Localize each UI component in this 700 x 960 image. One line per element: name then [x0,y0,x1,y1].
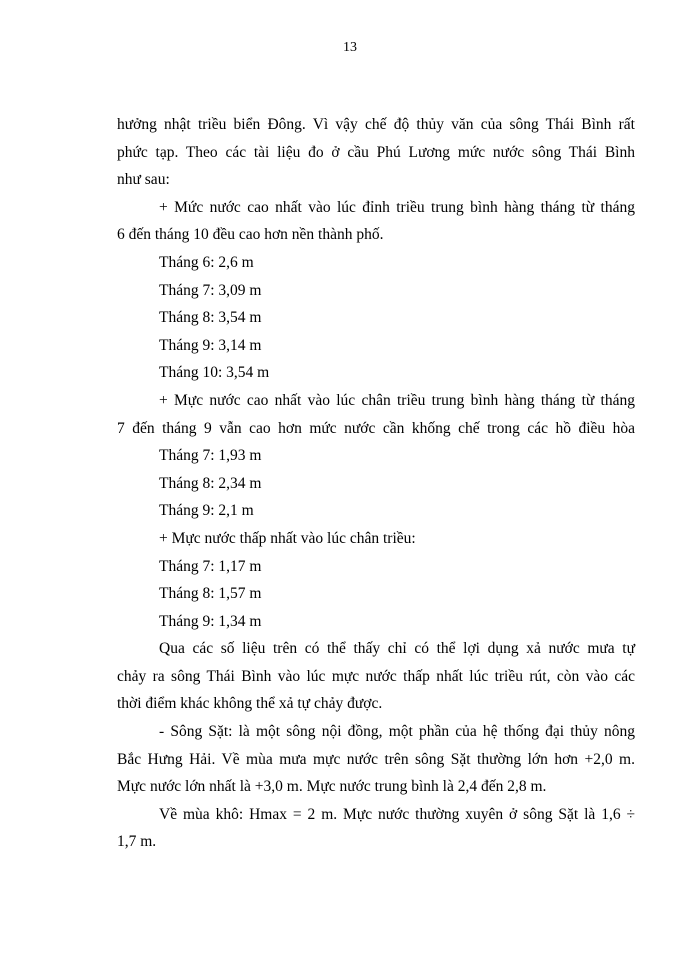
text-line: 1,7 m. [117,833,157,851]
text-line: Mực nước lớn nhất là +3,0 m. Mực nước trung bình là 2,4 đến 2,8 m. [117,778,547,796]
text-line: Về mùa khô: Hmax = 2 m. Mực nước thường xuyên ở sông Sặt là 1,6 ÷ [159,805,635,823]
text-line: phức tạp. Theo các tài liệu đo ở cầu Phú Lương mức nước sông Thái Bình [117,143,635,161]
text-line: chảy ra sông Thái Bình vào lúc mực nước thấp nhất lúc triều rút, còn vào các [117,667,635,685]
text-line: Tháng 7: 3,09 m [159,281,262,299]
page-number: 13 [343,40,357,55]
text-line: Bắc Hưng Hải. Về mùa mưa mực nước trên sông Sặt thường lớn hơn +2,0 m. [117,750,635,768]
text-line: Tháng 8: 2,34 m [159,474,262,492]
text-line: Tháng 9: 2,1 m [159,502,254,520]
text-line: 7 đến tháng 9 vẫn cao hơn mức nước cần khống chế trong các hồ điều hòa [117,419,635,437]
text-line: Tháng 9: 3,14 m [159,336,262,354]
text-line: hưởng nhật triều biển Đông. Vì vậy chế độ thủy văn của sông Thái Bình rất [117,116,635,133]
text-line: Tháng 7: 1,17 m [159,557,262,575]
text-line: như sau: [117,171,170,189]
text-line: thời điểm khác không thể xả tự chảy được. [117,695,383,713]
text-line: + Mực nước thấp nhất vào lúc chân triều: [159,529,416,547]
text-line: Tháng 8: 1,57 m [159,585,262,603]
text-line: Tháng 7: 1,93 m [159,447,262,465]
text-line: Tháng 10: 3,54 m [159,364,270,382]
text-line: Tháng 8: 3,54 m [159,309,262,327]
text-line: 6 đến tháng 10 đều cao hơn nền thành phố. [117,226,384,244]
text-line: + Mực nước cao nhất vào lúc chân triều trung bình hàng tháng từ tháng [159,391,635,409]
text-line: - Sông Sặt: là một sông nội đồng, một phần của hệ thống đại thủy nông [159,723,635,741]
document-body [117,111,635,856]
text-line: Tháng 9: 1,34 m [159,612,262,630]
text-line: Qua các số liệu trên có thể thấy chỉ có thể lợi dụng xả nước mưa tự [159,640,635,658]
text-line: + Mức nước cao nhất vào lúc đỉnh triều trung bình hàng tháng từ tháng [159,198,635,216]
text-line: Tháng 6: 2,6 m [159,253,254,271]
